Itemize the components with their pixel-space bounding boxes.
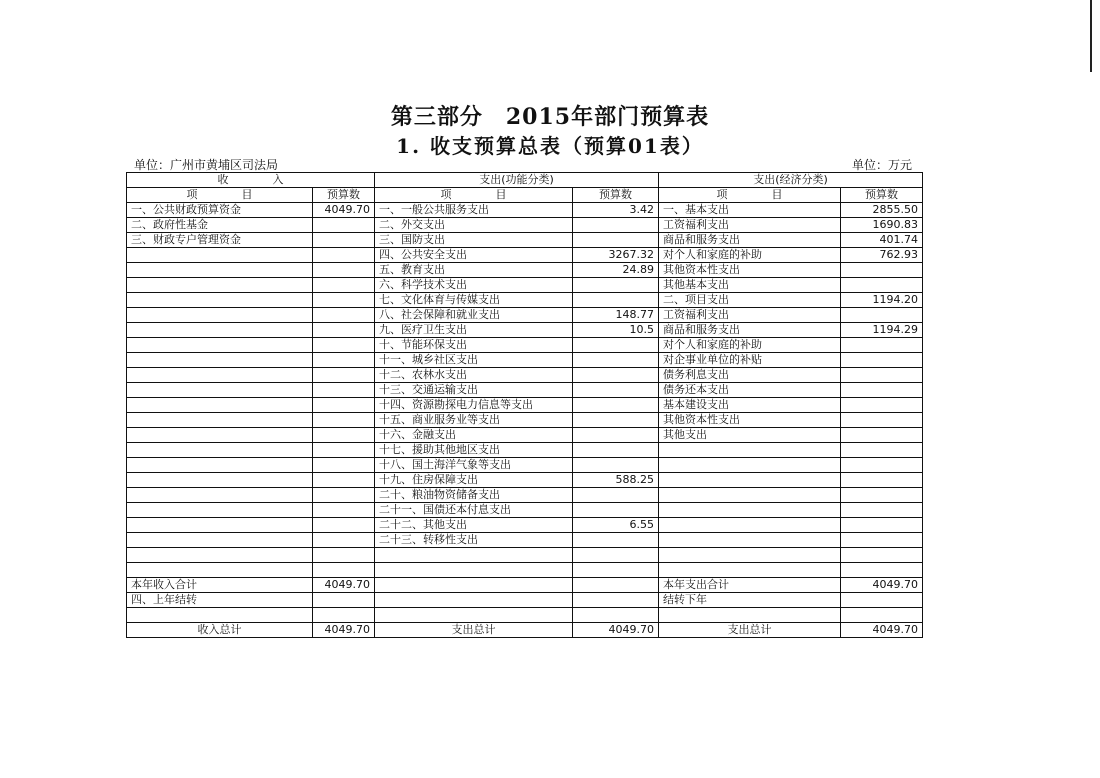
table-row bbox=[127, 563, 923, 578]
income-amount-cell bbox=[313, 428, 375, 443]
functional-item-cell: 九、医疗卫生支出 bbox=[375, 323, 573, 338]
functional-item-cell: 二十二、其他支出 bbox=[375, 518, 573, 533]
income-amount-cell bbox=[313, 413, 375, 428]
income-amount-cell bbox=[313, 278, 375, 293]
economic-amount-cell bbox=[841, 368, 923, 383]
economic-amount-cell bbox=[841, 443, 923, 458]
economic-amount-cell bbox=[841, 593, 923, 608]
economic-item-cell bbox=[659, 503, 841, 518]
income-amount-cell bbox=[313, 308, 375, 323]
functional-item-cell: 六、科学技术支出 bbox=[375, 278, 573, 293]
economic-item-cell bbox=[659, 548, 841, 563]
functional-item-cell: 十八、国土海洋气象等支出 bbox=[375, 458, 573, 473]
functional-item-cell: 二、外交支出 bbox=[375, 218, 573, 233]
income-item-cell bbox=[127, 428, 313, 443]
economic-item-cell: 本年支出合计 bbox=[659, 578, 841, 593]
economic-amount-cell bbox=[841, 413, 923, 428]
table-row bbox=[127, 608, 923, 623]
functional-item-cell bbox=[375, 578, 573, 593]
income-item-cell bbox=[127, 248, 313, 263]
income-item-cell bbox=[127, 413, 313, 428]
economic-item-cell: 二、项目支出 bbox=[659, 293, 841, 308]
table-row bbox=[127, 533, 923, 548]
economic-amount-cell bbox=[841, 338, 923, 353]
page-title: 第三部分 2015年部门预算表 bbox=[390, 104, 710, 130]
functional-amount-cell bbox=[573, 383, 659, 398]
economic-amount-cell bbox=[841, 308, 923, 323]
functional-amount-cell bbox=[573, 563, 659, 578]
income-item-cell bbox=[127, 338, 313, 353]
economic-amount-cell bbox=[841, 533, 923, 548]
income-item-cell bbox=[127, 488, 313, 503]
functional-amount-cell: 10.5 bbox=[573, 323, 659, 338]
income-amount-cell bbox=[313, 473, 375, 488]
income-item-cell bbox=[127, 323, 313, 338]
income-amount-cell bbox=[313, 443, 375, 458]
income-amount-cell bbox=[313, 488, 375, 503]
economic-expense-group-header: 支出(经济分类) bbox=[659, 173, 923, 188]
income-amount-cell: 4049.70 bbox=[313, 578, 375, 593]
column-header: 项 目 bbox=[375, 188, 573, 203]
economic-item-cell bbox=[659, 563, 841, 578]
economic-amount-cell: 401.74 bbox=[841, 233, 923, 248]
functional-amount-cell bbox=[573, 593, 659, 608]
economic-item-cell: 基本建设支出 bbox=[659, 398, 841, 413]
economic-item-cell bbox=[659, 458, 841, 473]
income-item-cell: 一、公共财政预算资金 bbox=[127, 203, 313, 218]
functional-amount-cell bbox=[573, 278, 659, 293]
income-item-cell bbox=[127, 518, 313, 533]
economic-item-cell: 结转下年 bbox=[659, 593, 841, 608]
table-row bbox=[127, 398, 923, 413]
economic-amount-cell bbox=[841, 353, 923, 368]
economic-item-cell: 工资福利支出 bbox=[659, 308, 841, 323]
economic-amount-cell bbox=[841, 428, 923, 443]
income-group-header: 收 入 bbox=[127, 173, 375, 188]
income-amount-cell: 4049.70 bbox=[313, 203, 375, 218]
income-item-cell bbox=[127, 383, 313, 398]
table-row bbox=[127, 338, 923, 353]
economic-amount-cell bbox=[841, 518, 923, 533]
functional-amount-cell bbox=[573, 218, 659, 233]
income-amount-cell bbox=[313, 368, 375, 383]
economic-amount-cell: 4049.70 bbox=[841, 623, 923, 638]
economic-item-cell: 对个人和家庭的补助 bbox=[659, 338, 841, 353]
functional-amount-cell bbox=[573, 503, 659, 518]
table-row bbox=[127, 368, 923, 383]
table-row bbox=[127, 413, 923, 428]
functional-amount-cell: 3267.32 bbox=[573, 248, 659, 263]
income-amount-cell: 4049.70 bbox=[313, 623, 375, 638]
functional-item-cell: 二十、粮油物资储备支出 bbox=[375, 488, 573, 503]
functional-item-cell: 七、文化体育与传媒支出 bbox=[375, 293, 573, 308]
group-header-row bbox=[127, 173, 923, 188]
functional-amount-cell bbox=[573, 533, 659, 548]
functional-amount-cell: 6.55 bbox=[573, 518, 659, 533]
budget-summary-table bbox=[126, 172, 923, 638]
economic-item-cell: 工资福利支出 bbox=[659, 218, 841, 233]
table-row bbox=[127, 218, 923, 233]
functional-item-cell: 十三、交通运输支出 bbox=[375, 383, 573, 398]
economic-item-cell: 其他资本性支出 bbox=[659, 413, 841, 428]
column-header: 预算数 bbox=[313, 188, 375, 203]
scan-edge-mark bbox=[1090, 0, 1092, 72]
income-item-cell bbox=[127, 458, 313, 473]
functional-item-cell: 十七、援助其他地区支出 bbox=[375, 443, 573, 458]
functional-amount-cell: 24.89 bbox=[573, 263, 659, 278]
functional-amount-cell: 148.77 bbox=[573, 308, 659, 323]
income-item-cell bbox=[127, 308, 313, 323]
functional-amount-cell bbox=[573, 608, 659, 623]
economic-amount-cell: 1194.20 bbox=[841, 293, 923, 308]
economic-amount-cell bbox=[841, 278, 923, 293]
economic-item-cell: 商品和服务支出 bbox=[659, 233, 841, 248]
income-amount-cell bbox=[313, 458, 375, 473]
income-amount-cell bbox=[313, 323, 375, 338]
economic-amount-cell: 2855.50 bbox=[841, 203, 923, 218]
income-item-cell bbox=[127, 473, 313, 488]
economic-item-cell bbox=[659, 443, 841, 458]
economic-amount-cell bbox=[841, 488, 923, 503]
functional-amount-cell bbox=[573, 233, 659, 248]
functional-amount-cell: 4049.70 bbox=[573, 623, 659, 638]
functional-item-cell: 一、一般公共服务支出 bbox=[375, 203, 573, 218]
income-item-cell: 三、财政专户管理资金 bbox=[127, 233, 313, 248]
economic-amount-cell bbox=[841, 383, 923, 398]
table-row bbox=[127, 518, 923, 533]
income-amount-cell bbox=[313, 338, 375, 353]
income-item-cell bbox=[127, 293, 313, 308]
economic-amount-cell: 1194.29 bbox=[841, 323, 923, 338]
income-amount-cell bbox=[313, 293, 375, 308]
table-row bbox=[127, 263, 923, 278]
functional-amount-cell bbox=[573, 338, 659, 353]
functional-amount-cell bbox=[573, 398, 659, 413]
income-amount-cell bbox=[313, 383, 375, 398]
functional-item-cell bbox=[375, 593, 573, 608]
column-header: 项 目 bbox=[127, 188, 313, 203]
economic-amount-cell bbox=[841, 458, 923, 473]
economic-amount-cell bbox=[841, 473, 923, 488]
department-label: 单位：广州市黄埔区司法局 bbox=[134, 158, 279, 172]
table-row bbox=[127, 233, 923, 248]
income-item-cell: 二、政府性基金 bbox=[127, 218, 313, 233]
table-row bbox=[127, 578, 923, 593]
column-header: 项 目 bbox=[659, 188, 841, 203]
table-row bbox=[127, 383, 923, 398]
economic-item-cell bbox=[659, 608, 841, 623]
income-item-cell bbox=[127, 353, 313, 368]
income-item-cell bbox=[127, 563, 313, 578]
income-amount-cell bbox=[313, 353, 375, 368]
functional-expense-group-header: 支出(功能分类) bbox=[375, 173, 659, 188]
functional-item-cell: 十六、金融支出 bbox=[375, 428, 573, 443]
table-row bbox=[127, 293, 923, 308]
income-amount-cell bbox=[313, 593, 375, 608]
functional-amount-cell bbox=[573, 293, 659, 308]
functional-amount-cell bbox=[573, 458, 659, 473]
income-item-cell bbox=[127, 548, 313, 563]
functional-item-cell: 十二、农林水支出 bbox=[375, 368, 573, 383]
table-row bbox=[127, 503, 923, 518]
income-item-cell bbox=[127, 278, 313, 293]
functional-amount-cell bbox=[573, 428, 659, 443]
functional-amount-cell bbox=[573, 368, 659, 383]
income-amount-cell bbox=[313, 248, 375, 263]
income-item-cell: 本年收入合计 bbox=[127, 578, 313, 593]
economic-item-cell: 一、基本支出 bbox=[659, 203, 841, 218]
income-amount-cell bbox=[313, 533, 375, 548]
income-item-cell bbox=[127, 263, 313, 278]
table-row bbox=[127, 308, 923, 323]
functional-item-cell: 支出总计 bbox=[375, 623, 573, 638]
economic-item-cell: 其他资本性支出 bbox=[659, 263, 841, 278]
income-amount-cell bbox=[313, 398, 375, 413]
table-row bbox=[127, 548, 923, 563]
income-item-cell bbox=[127, 368, 313, 383]
table-title: 1. 收支预算总表（预算01表） bbox=[396, 134, 704, 158]
table-row bbox=[127, 443, 923, 458]
functional-item-cell: 四、公共安全支出 bbox=[375, 248, 573, 263]
economic-item-cell bbox=[659, 488, 841, 503]
table-row bbox=[127, 593, 923, 608]
functional-item-cell: 三、国防支出 bbox=[375, 233, 573, 248]
functional-amount-cell bbox=[573, 488, 659, 503]
currency-unit-label: 单位：万元 bbox=[851, 158, 912, 172]
table-row bbox=[127, 473, 923, 488]
functional-amount-cell: 3.42 bbox=[573, 203, 659, 218]
income-item-cell: 四、上年结转 bbox=[127, 593, 313, 608]
economic-item-cell: 商品和服务支出 bbox=[659, 323, 841, 338]
functional-item-cell: 八、社会保障和就业支出 bbox=[375, 308, 573, 323]
economic-item-cell: 其他支出 bbox=[659, 428, 841, 443]
table-row bbox=[127, 623, 923, 638]
functional-item-cell: 五、教育支出 bbox=[375, 263, 573, 278]
functional-amount-cell bbox=[573, 548, 659, 563]
income-item-cell bbox=[127, 608, 313, 623]
income-amount-cell bbox=[313, 563, 375, 578]
table-row bbox=[127, 428, 923, 443]
table-row bbox=[127, 248, 923, 263]
economic-amount-cell bbox=[841, 563, 923, 578]
income-amount-cell bbox=[313, 548, 375, 563]
economic-amount-cell bbox=[841, 548, 923, 563]
income-item-cell: 收入总计 bbox=[127, 623, 313, 638]
economic-amount-cell: 4049.70 bbox=[841, 578, 923, 593]
table-row bbox=[127, 458, 923, 473]
functional-item-cell: 二十一、国债还本付息支出 bbox=[375, 503, 573, 518]
income-amount-cell bbox=[313, 518, 375, 533]
income-amount-cell bbox=[313, 233, 375, 248]
functional-amount-cell: 588.25 bbox=[573, 473, 659, 488]
economic-item-cell: 债务还本支出 bbox=[659, 383, 841, 398]
functional-item-cell bbox=[375, 563, 573, 578]
economic-item-cell: 对企事业单位的补贴 bbox=[659, 353, 841, 368]
functional-item-cell: 十九、住房保障支出 bbox=[375, 473, 573, 488]
economic-item-cell bbox=[659, 518, 841, 533]
economic-amount-cell: 1690.83 bbox=[841, 218, 923, 233]
economic-item-cell: 债务利息支出 bbox=[659, 368, 841, 383]
table-row bbox=[127, 278, 923, 293]
functional-amount-cell bbox=[573, 353, 659, 368]
income-item-cell bbox=[127, 443, 313, 458]
economic-amount-cell: 762.93 bbox=[841, 248, 923, 263]
functional-amount-cell bbox=[573, 443, 659, 458]
functional-item-cell: 十一、城乡社区支出 bbox=[375, 353, 573, 368]
table-row bbox=[127, 203, 923, 218]
functional-item-cell bbox=[375, 608, 573, 623]
economic-amount-cell bbox=[841, 503, 923, 518]
income-item-cell bbox=[127, 533, 313, 548]
column-header: 预算数 bbox=[573, 188, 659, 203]
functional-amount-cell bbox=[573, 413, 659, 428]
economic-item-cell: 支出总计 bbox=[659, 623, 841, 638]
economic-amount-cell bbox=[841, 263, 923, 278]
functional-amount-cell bbox=[573, 578, 659, 593]
column-header: 预算数 bbox=[841, 188, 923, 203]
income-amount-cell bbox=[313, 263, 375, 278]
functional-item-cell: 十、节能环保支出 bbox=[375, 338, 573, 353]
economic-amount-cell bbox=[841, 398, 923, 413]
column-header-row bbox=[127, 188, 923, 203]
functional-item-cell bbox=[375, 548, 573, 563]
income-amount-cell bbox=[313, 218, 375, 233]
income-amount-cell bbox=[313, 503, 375, 518]
functional-item-cell: 十四、资源勘探电力信息等支出 bbox=[375, 398, 573, 413]
table-row bbox=[127, 353, 923, 368]
economic-item-cell: 其他基本支出 bbox=[659, 278, 841, 293]
economic-item-cell bbox=[659, 533, 841, 548]
income-amount-cell bbox=[313, 608, 375, 623]
income-item-cell bbox=[127, 503, 313, 518]
economic-item-cell bbox=[659, 473, 841, 488]
economic-amount-cell bbox=[841, 608, 923, 623]
economic-item-cell: 对个人和家庭的补助 bbox=[659, 248, 841, 263]
functional-item-cell: 二十三、转移性支出 bbox=[375, 533, 573, 548]
income-item-cell bbox=[127, 398, 313, 413]
table-row bbox=[127, 323, 923, 338]
functional-item-cell: 十五、商业服务业等支出 bbox=[375, 413, 573, 428]
table-row bbox=[127, 488, 923, 503]
